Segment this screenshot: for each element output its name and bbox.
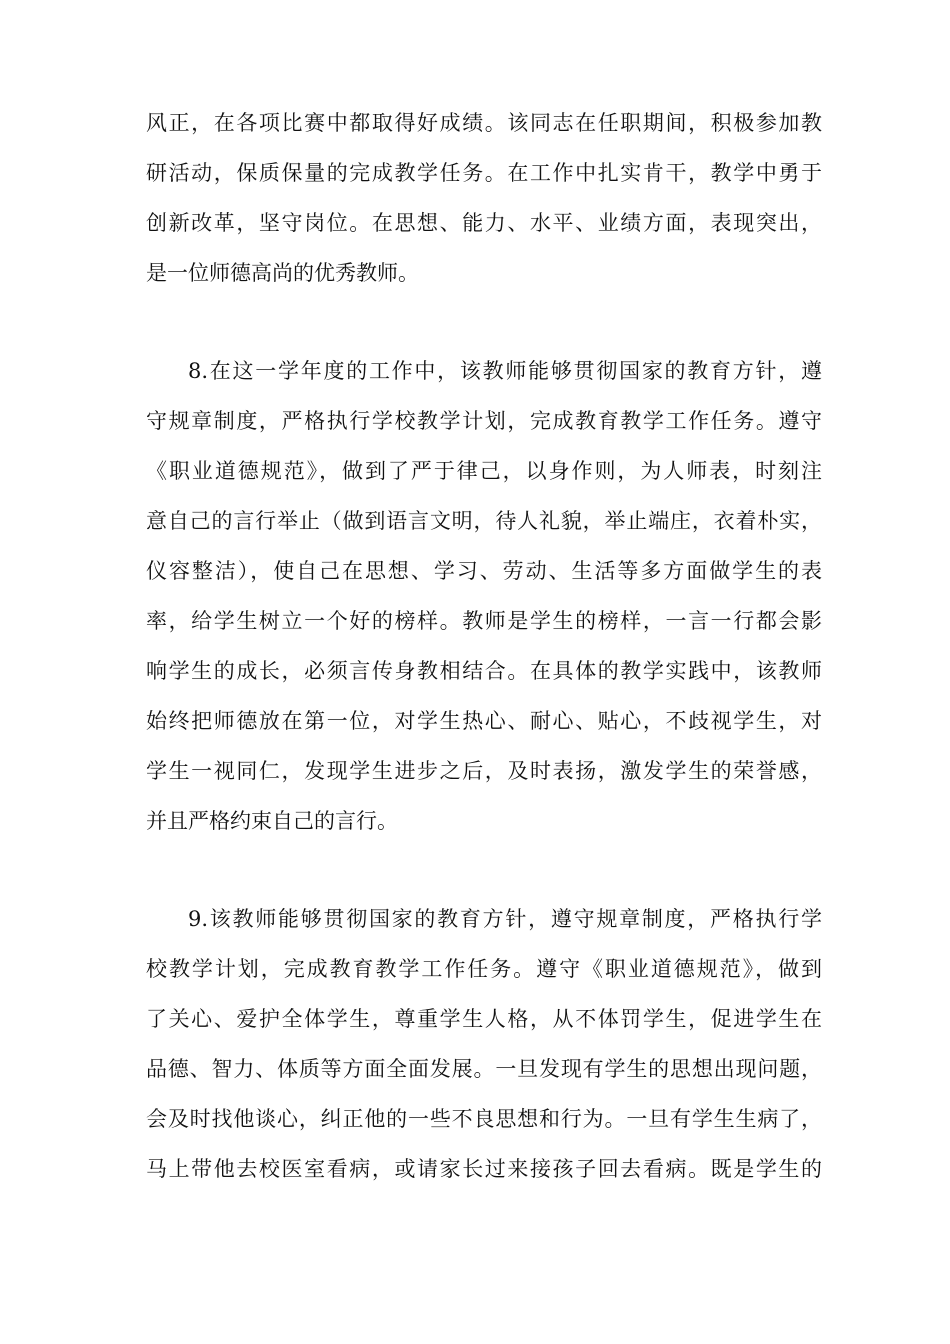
text-line: 学生一视同仁，发现学生进步之后，及时表扬，激发学生的荣誉感， xyxy=(146,759,822,783)
text-line: 创新改革，坚守岗位。在思想、能力、水平、业绩方面，表现突出， xyxy=(146,211,822,235)
text-line: 《职业道德规范》，做到了严于律己，以身作则，为人师表，时刻注 xyxy=(146,459,822,483)
text-line: 意自己的言行举止（做到语言文明，待人礼貌，举止端庄，衣着朴实， xyxy=(146,509,822,533)
text-line: 了关心、爱护全体学生，尊重学生人格，从不体罚学生，促进学生在 xyxy=(146,1007,822,1031)
text-line: 率，给学生树立一个好的榜样。教师是学生的榜样，一言一行都会影 xyxy=(146,609,822,633)
text-line: 9.该教师能够贯彻国家的教育方针，遵守规章制度，严格执行学 xyxy=(188,907,822,931)
text-line: 会及时找他谈心，纠正他的一些不良思想和行为。一旦有学生生病了， xyxy=(146,1107,822,1131)
text-line: 始终把师德放在第一位，对学生热心、耐心、贴心，不歧视学生，对 xyxy=(146,709,822,733)
text-line: 是一位师德高尚的优秀教师。 xyxy=(146,261,419,285)
text-line: 风正，在各项比赛中都取得好成绩。该同志在任职期间，积极参加教 xyxy=(146,111,822,135)
text-line: 并且严格约束自己的言行。 xyxy=(146,809,398,833)
text-line: 品德、智力、体质等方面全面发展。一旦发现有学生的思想出现问题， xyxy=(146,1057,822,1081)
text-line: 校教学计划，完成教育教学工作任务。遵守《职业道德规范》，做到 xyxy=(146,957,822,981)
text-line: 响学生的成长，必须言传身教相结合。在具体的教学实践中，该教师 xyxy=(146,659,822,683)
text-line: 研活动，保质保量的完成教学任务。在工作中扎实肯干，教学中勇于 xyxy=(146,161,822,185)
text-line: 仪容整洁），使自己在思想、学习、劳动、生活等多方面做学生的表 xyxy=(146,559,822,583)
text-line: 8.在这一学年度的工作中，该教师能够贯彻国家的教育方针，遵 xyxy=(188,359,822,383)
text-line: 马上带他去校医室看病，或请家长过来接孩子回去看病。既是学生的 xyxy=(146,1157,822,1181)
text-line: 守规章制度，严格执行学校教学计划，完成教育教学工作任务。遵守 xyxy=(146,409,822,433)
